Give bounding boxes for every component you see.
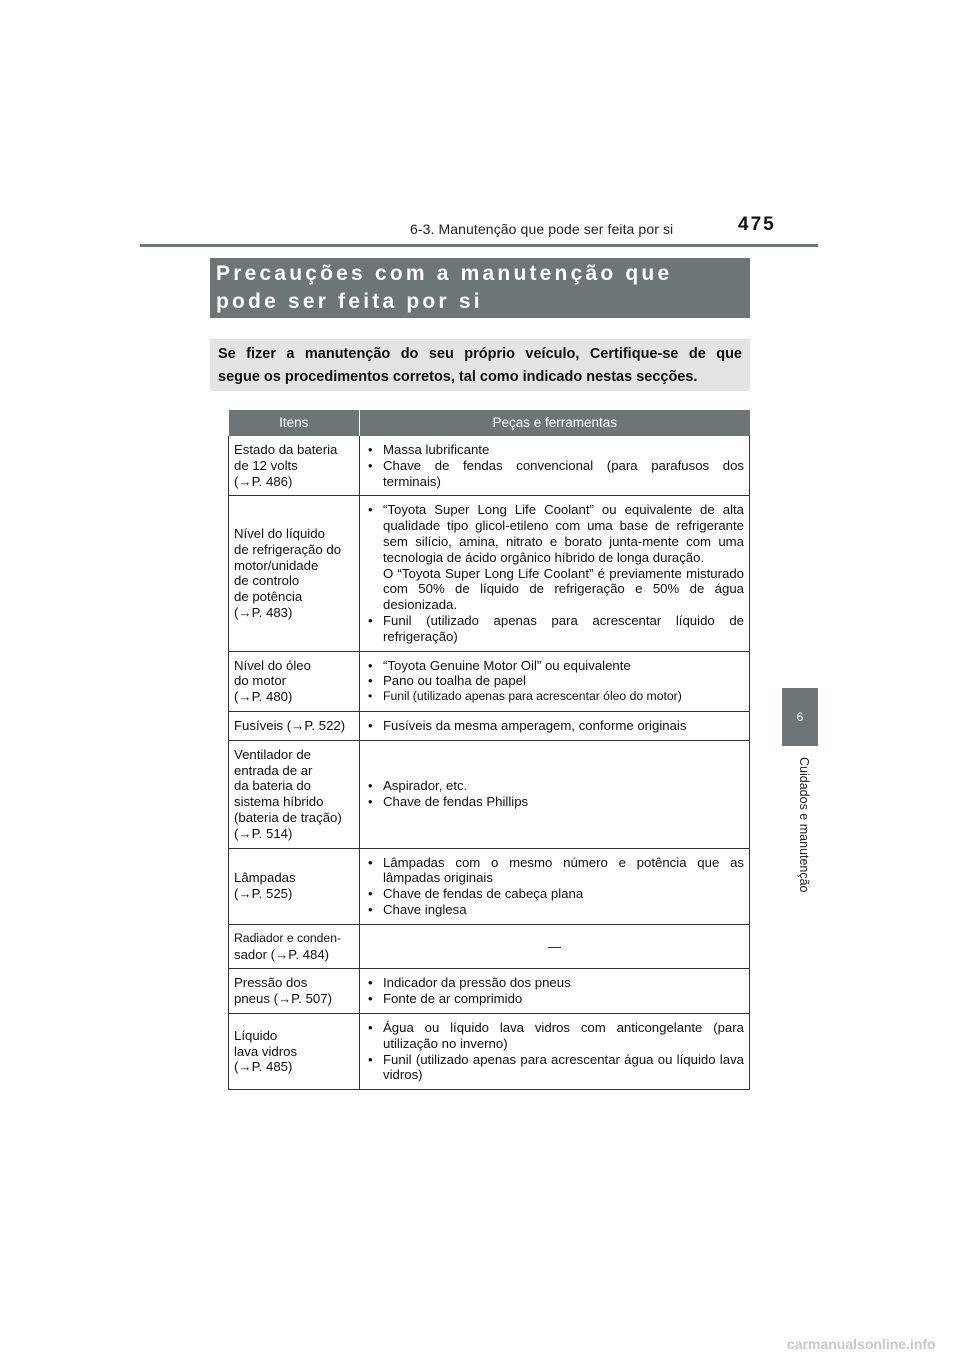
item-text: (→P. 486) bbox=[234, 473, 293, 489]
intro-line: Se fizer a manutenção do seu próprio veículo, Certifique-se de que bbox=[218, 346, 742, 362]
tools-cell bbox=[360, 740, 750, 848]
tools-cell bbox=[360, 848, 750, 924]
table-row bbox=[229, 740, 750, 848]
tools-cell bbox=[360, 651, 750, 711]
table-row bbox=[229, 496, 750, 651]
section-title-box bbox=[210, 258, 750, 318]
tool-bullet: • Funil (utilizado apenas para acrescentar óleo do motor) bbox=[365, 689, 744, 705]
item-text: motor/unidade bbox=[234, 557, 319, 573]
item-cell bbox=[229, 436, 360, 496]
chapter-tab: 6 bbox=[782, 688, 818, 746]
item-text: sistema híbrido bbox=[234, 794, 324, 810]
tool-bullet: • Água ou líquido lava vidros com anticongelante (para utilização no inverno) bbox=[365, 1020, 744, 1052]
tool-bullet: • Massa lubrificante bbox=[365, 442, 744, 458]
item-text: Líquido bbox=[234, 1027, 278, 1043]
intro-text bbox=[218, 343, 742, 389]
not-applicable-dash: — bbox=[547, 938, 562, 954]
table-row bbox=[229, 711, 750, 740]
tools-cell bbox=[360, 969, 750, 1014]
tool-bullet: • “Toyota Super Long Life Coolant” ou equivalente de alta qualidade tipo glicol-etileno com uma base de refrigerante sem silício, amina, nitrato e borato junta-mente com uma tecnologia de ácido orgânico híbrido de longa duração. bbox=[365, 502, 744, 565]
table-header-row bbox=[229, 410, 750, 436]
item-text: (→P. 485) bbox=[234, 1059, 293, 1075]
tool-bullet: • Aspirador, etc. bbox=[365, 778, 744, 794]
tool-bullet: • Chave de fendas de cabeça plana bbox=[365, 886, 744, 902]
table-row bbox=[229, 651, 750, 711]
item-text: Radiador e conden- bbox=[234, 930, 342, 945]
item-text: de potência bbox=[234, 589, 303, 605]
item-text: pneus (→P. 507) bbox=[234, 991, 332, 1007]
item-cell bbox=[229, 848, 360, 924]
tools-cell bbox=[360, 436, 750, 496]
tool-bullet: • Chave de fendas convencional (para parafusos dos terminais) bbox=[365, 458, 744, 490]
item-cell bbox=[229, 651, 360, 711]
item-text: (→P. 514) bbox=[234, 825, 293, 841]
table-row bbox=[229, 924, 750, 969]
item-cell bbox=[229, 924, 360, 969]
item-text: Nível do líquido bbox=[234, 526, 325, 542]
item-cell bbox=[229, 740, 360, 848]
tool-bullet: • “Toyota Genuine Motor Oil” ou equivalente bbox=[365, 658, 744, 674]
item-text: Ventilador de bbox=[234, 746, 311, 762]
intro-box bbox=[210, 339, 750, 391]
tool-bullet: • Fusíveis da mesma amperagem, conforme originais bbox=[365, 718, 744, 734]
tools-cell-empty bbox=[360, 924, 750, 969]
item-text: (→P. 525) bbox=[234, 886, 293, 902]
item-text: (bateria de tração) bbox=[234, 809, 342, 825]
intro-line: segue os procedimentos corretos, tal como indicado nestas secções. bbox=[218, 369, 698, 385]
tool-continuation: O “Toyota Super Long Life Coolant” é previamente misturado com 50% de líquido de refrigeração e 50% de água desionizada. bbox=[383, 565, 744, 613]
item-text: entrada de ar bbox=[234, 762, 313, 778]
table-row bbox=[229, 848, 750, 924]
running-header-section: 6-3. Manutenção que pode ser feita por si bbox=[410, 221, 674, 237]
item-cell bbox=[229, 969, 360, 1014]
item-text: de refrigeração do bbox=[234, 541, 342, 557]
item-text: da bateria do bbox=[234, 778, 311, 794]
item-cell bbox=[229, 496, 360, 651]
tool-bullet: • Fonte de ar comprimido bbox=[365, 991, 744, 1007]
tools-cell bbox=[360, 1013, 750, 1089]
item-text: sador (→P. 484) bbox=[234, 946, 330, 962]
tool-bullet: • Lâmpadas com o mesmo número e potência que as lâmpadas originais bbox=[365, 855, 744, 887]
column-header-tools: Peças e ferramentas bbox=[360, 410, 750, 436]
item-text: (→P. 480) bbox=[234, 689, 293, 705]
item-text: Estado da bateria bbox=[234, 442, 338, 457]
item-text: Lâmpadas bbox=[234, 870, 296, 886]
tool-bullet: • Chave inglesa bbox=[365, 902, 744, 918]
tool-bullet: • Pano ou toalha de papel bbox=[365, 673, 744, 689]
item-cell bbox=[229, 711, 360, 740]
page-number: 475 bbox=[738, 214, 776, 235]
tool-bullet: • Indicador da pressão dos pneus bbox=[365, 975, 744, 991]
item-text: Pressão dos bbox=[234, 975, 308, 991]
tool-bullet: • Funil (utilizado apenas para acrescentar água ou líquido lava vidros) bbox=[365, 1052, 744, 1084]
item-cell bbox=[229, 1013, 360, 1089]
column-header-items: Itens bbox=[229, 410, 360, 436]
item-text: (→P. 483) bbox=[234, 605, 293, 621]
tool-bullet: • Funil (utilizado apenas para acrescentar líquido de refrigeração) bbox=[365, 613, 744, 645]
item-text: Fusíveis (→P. 522) bbox=[234, 717, 346, 733]
tools-cell bbox=[360, 496, 750, 651]
tool-bullet: • Chave de fendas Phillips bbox=[365, 794, 744, 810]
item-text: Nível do óleo bbox=[234, 657, 311, 673]
maintenance-parts-table bbox=[228, 410, 750, 1090]
item-text: de 12 volts bbox=[234, 457, 298, 473]
table-row bbox=[229, 969, 750, 1014]
item-text: lava vidros bbox=[234, 1043, 298, 1059]
table-row bbox=[229, 436, 750, 496]
table-row bbox=[229, 1013, 750, 1089]
item-text: do motor bbox=[234, 673, 287, 689]
tools-cell bbox=[360, 711, 750, 740]
chapter-tab-label: Cuidados e manutenção bbox=[797, 757, 811, 893]
item-text: de controlo bbox=[234, 573, 300, 589]
header-divider bbox=[140, 244, 818, 247]
section-title: Precauções com a manutenção que pode ser feita por si bbox=[216, 262, 673, 313]
watermark: carmanualsonline.info bbox=[787, 1336, 936, 1352]
